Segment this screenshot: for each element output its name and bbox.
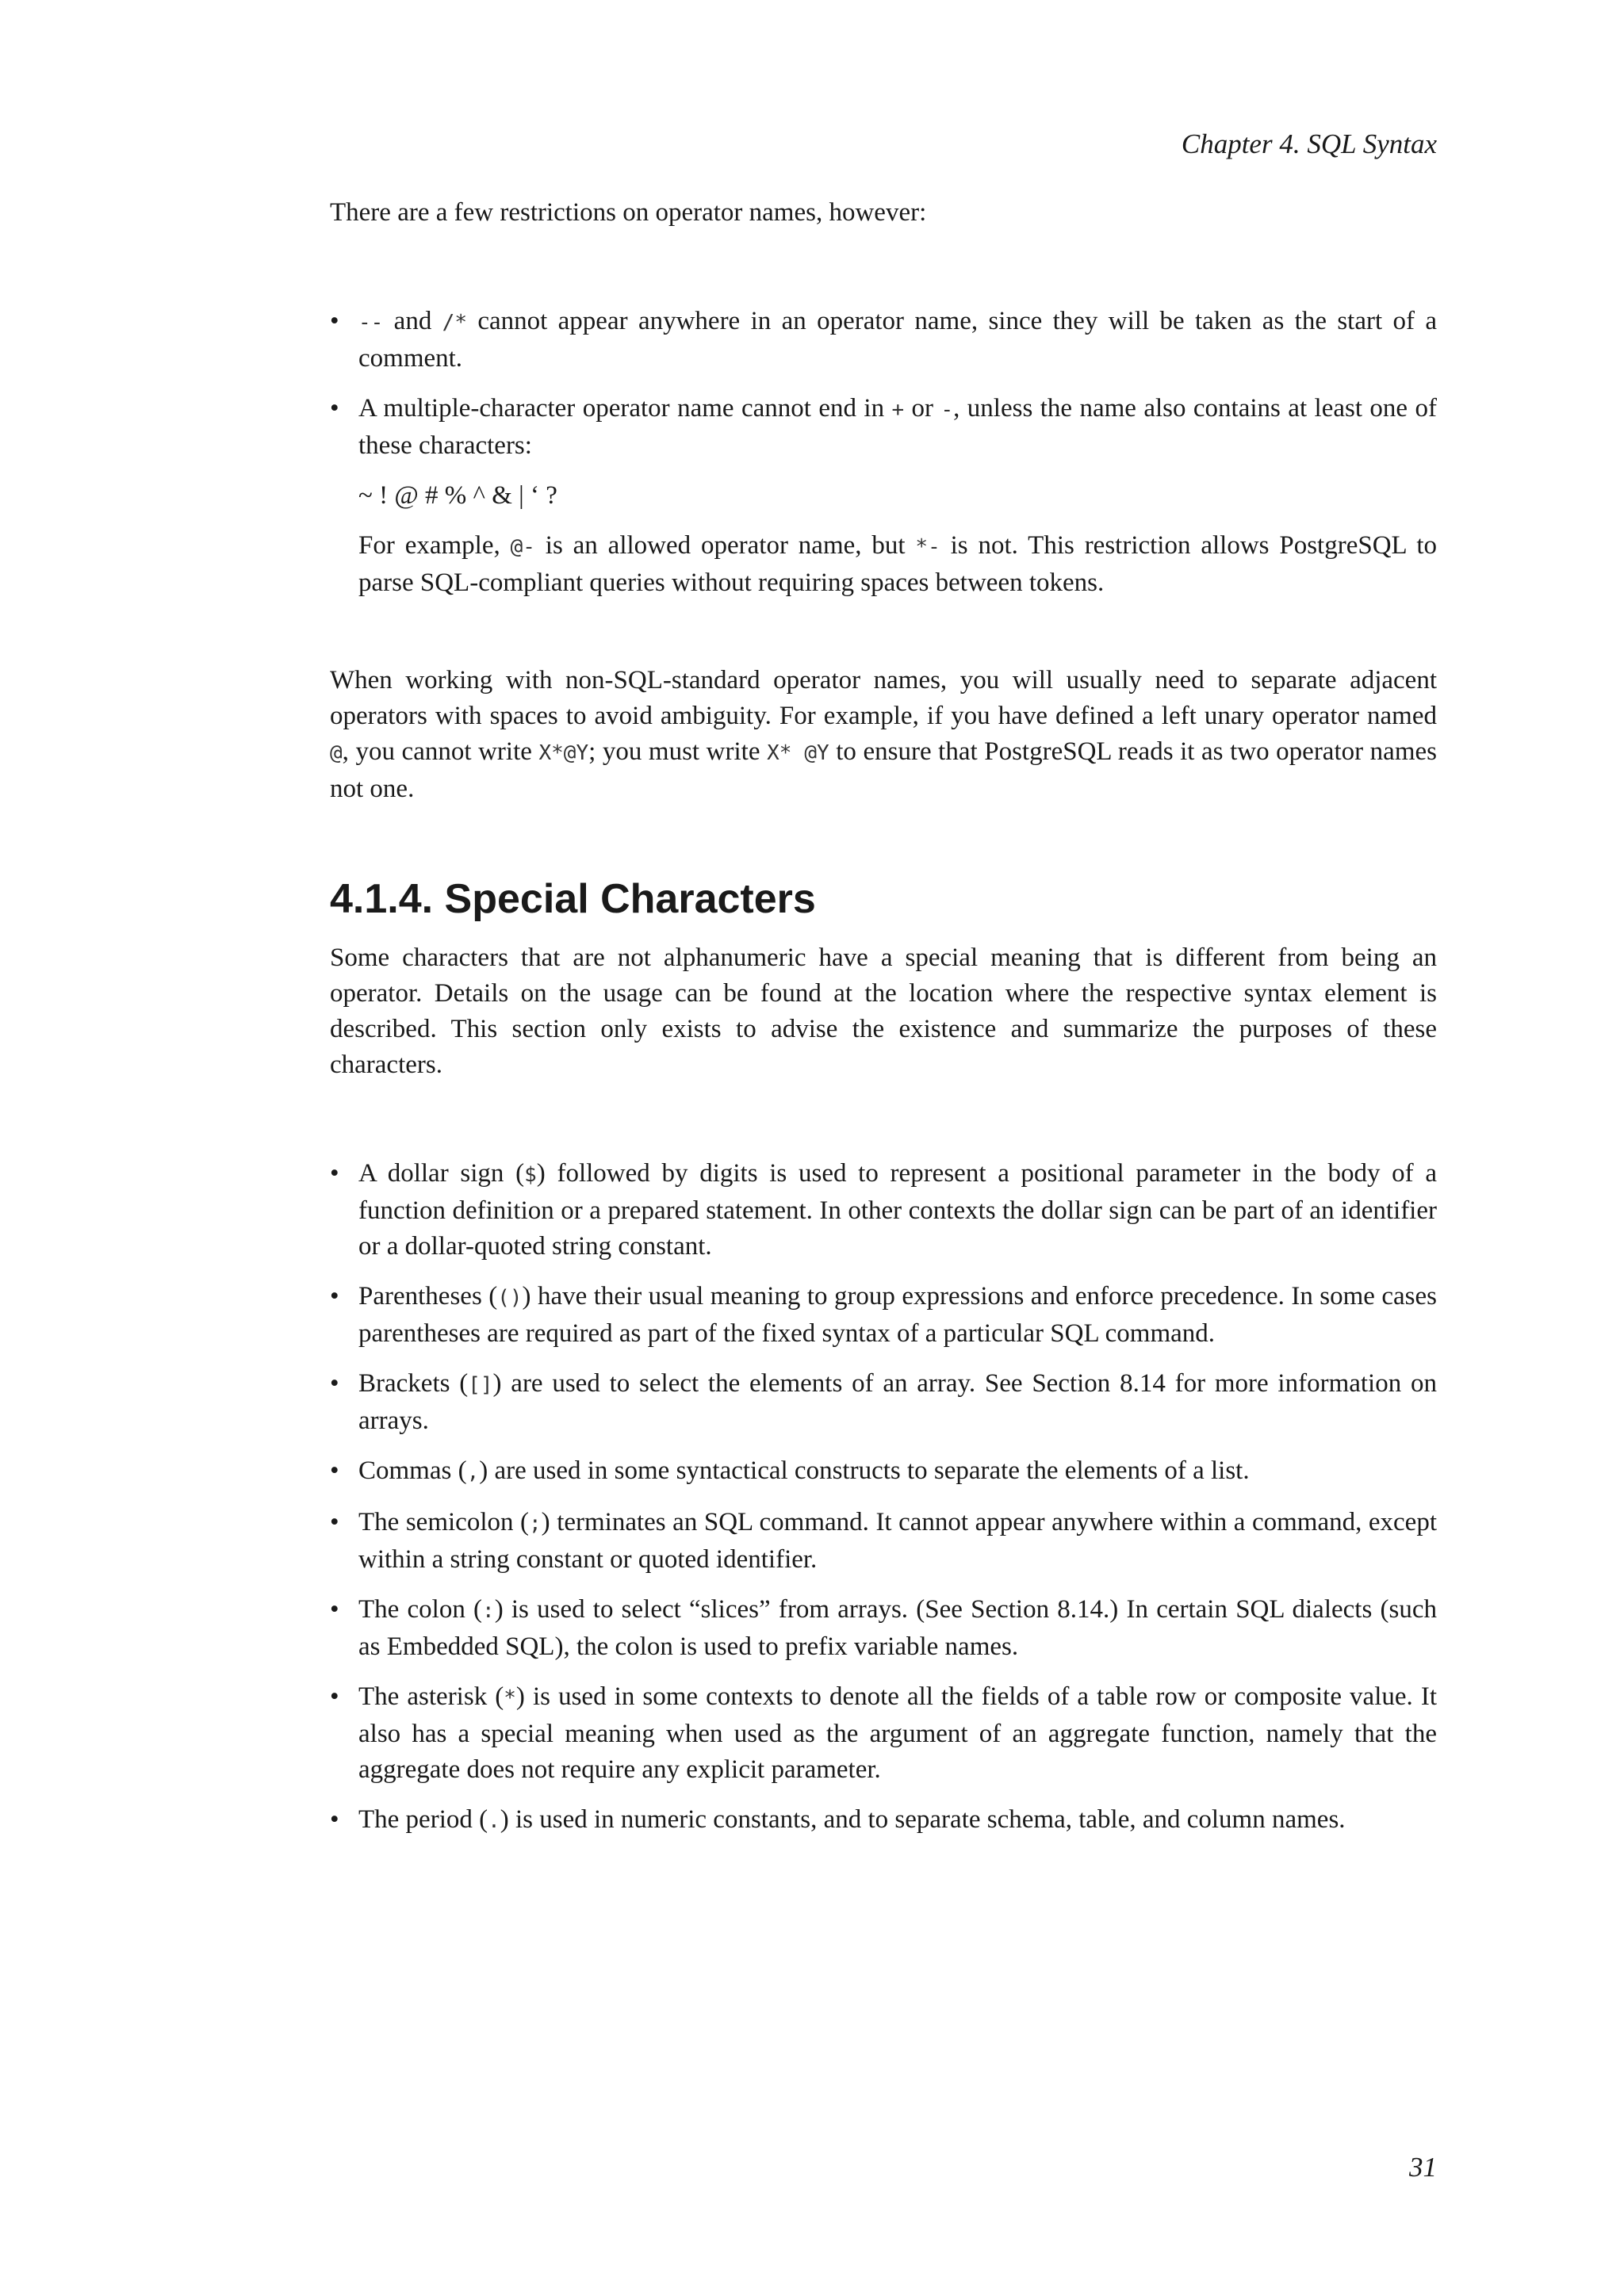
text-run: to ensure that PostgreSQL reads it as two operator names not one. bbox=[330, 737, 1437, 803]
bullet: • bbox=[330, 1805, 339, 1834]
text-run: or bbox=[904, 394, 941, 423]
text-run: The period ( bbox=[358, 1805, 488, 1834]
restrictions-intro: There are a few restrictions on operator names, however: bbox=[330, 198, 927, 227]
text-run: , you cannot write bbox=[342, 737, 539, 766]
text-run: is not. This restriction allows PostgreSQL to parse SQL-compliant queries without requiring spaces between tokens. bbox=[358, 531, 1438, 597]
text-run: A multiple-character operator name cannot end in bbox=[358, 394, 892, 423]
list-item bbox=[330, 304, 1437, 377]
text-run: ) are used to select the elements of an array. See Section 8.14 for more information on arrays. bbox=[358, 1369, 1437, 1435]
restrictions-list bbox=[330, 304, 1437, 464]
code-literal: : bbox=[482, 1599, 495, 1623]
text-run: Commas ( bbox=[358, 1456, 467, 1485]
list-item bbox=[330, 1592, 1437, 1665]
code-literal: -- bbox=[358, 311, 384, 335]
bullet: • bbox=[330, 1369, 339, 1398]
code-literal: . bbox=[488, 1809, 500, 1833]
text-run: The colon ( bbox=[358, 1595, 483, 1624]
code-literal: + bbox=[891, 398, 905, 422]
restriction-example bbox=[330, 528, 1437, 601]
list-item bbox=[330, 1802, 1437, 1839]
text-run: The asterisk ( bbox=[358, 1682, 504, 1711]
list-item bbox=[330, 1679, 1437, 1788]
running-header: Chapter 4. SQL Syntax bbox=[1181, 128, 1437, 159]
list-item bbox=[330, 1453, 1437, 1490]
code-literal: $ bbox=[524, 1163, 537, 1187]
bullet: • bbox=[330, 394, 339, 423]
page-number: 31 bbox=[1409, 2152, 1437, 2183]
text-run: ) followed by digits is used to represent a positional parameter in the body of a function definition or a prepared statement. In other contexts the dollar sign can be part of an identifier or a dollar-quoted string constant. bbox=[358, 1159, 1438, 1261]
section-intro: Some characters that are not alphanumeric have a special meaning that is different from being an operator. Details on the usage can be found at the location where the respective syntax element is described. This section only exists to advise the existence and summarize the purposes of these characters. bbox=[330, 943, 1437, 1079]
text-run: ) have their usual meaning to group expressions and enforce precedence. In some cases parentheses are required as part of the fixed syntax of a particular SQL command. bbox=[358, 1282, 1437, 1348]
operator-characters: ~ ! @ # % ^ & | ‘ ? bbox=[358, 481, 557, 510]
page-body bbox=[330, 119, 1437, 1854]
text-run: When working with non-SQL-standard operator names, you will usually need to separate adjacent operators with spaces to avoid ambiguity. For example, if you have defined a left unary operator named bbox=[330, 666, 1437, 730]
code-literal: X* @Y bbox=[767, 741, 829, 765]
text-run: Brackets ( bbox=[358, 1369, 469, 1398]
list-item bbox=[330, 1505, 1437, 1578]
text-run: ) is used in some contexts to denote all the fields of a table row or composite value. It also has a special meaning when used as the argument of an aggregate function, namely that the aggregate does not require any explicit parameter. bbox=[358, 1682, 1437, 1784]
code-literal: @ bbox=[330, 741, 343, 765]
bullet: • bbox=[330, 1508, 339, 1536]
list-item bbox=[330, 391, 1437, 464]
text-run: The semicolon ( bbox=[358, 1508, 530, 1536]
text-run: cannot appear anywhere in an operator name, since they will be taken as the start of a comment. bbox=[358, 307, 1437, 373]
text-run: For example, bbox=[358, 531, 511, 560]
text-run: Parentheses ( bbox=[358, 1282, 498, 1311]
code-literal: X*@Y bbox=[538, 741, 589, 765]
text-run: , unless the name also contains at least one of these characters: bbox=[358, 394, 1437, 460]
text-run: ) is used in numeric constants, and to separate schema, table, and column names. bbox=[500, 1805, 1346, 1834]
code-literal: () bbox=[497, 1286, 523, 1310]
bullet: • bbox=[330, 1595, 339, 1624]
bullet: • bbox=[330, 1159, 339, 1188]
section-heading: 4.1.4. Special Characters bbox=[330, 876, 816, 922]
code-literal: , bbox=[466, 1460, 480, 1484]
code-literal: - bbox=[940, 398, 954, 422]
text-run: A dollar sign ( bbox=[358, 1159, 525, 1188]
text-run: ) is used to select “slices” from arrays. (See Section 8.14.) In certain SQL dialects (such as Embedded SQL), the colon is used to prefix variable names. bbox=[358, 1595, 1437, 1661]
code-literal: @- bbox=[510, 535, 535, 559]
code-literal: * bbox=[504, 1686, 516, 1710]
text-run: and bbox=[383, 307, 442, 335]
list-item bbox=[330, 1279, 1437, 1352]
bullet: • bbox=[330, 307, 339, 335]
text-run: ) are used in some syntactical constructs to separate the elements of a list. bbox=[479, 1456, 1250, 1485]
code-literal: /* bbox=[442, 311, 467, 335]
code-literal: ; bbox=[529, 1512, 542, 1536]
text-run: is an allowed operator name, but bbox=[534, 531, 916, 560]
bullet: • bbox=[330, 1682, 339, 1711]
special-characters-list bbox=[330, 1156, 1437, 1839]
code-literal: *- bbox=[915, 535, 940, 559]
list-item bbox=[330, 1156, 1437, 1265]
bullet: • bbox=[330, 1456, 339, 1485]
text-run: ) terminates an SQL command. It cannot appear anywhere within a command, except within a string constant or quoted identifier. bbox=[358, 1508, 1437, 1574]
text-run: ; you must write bbox=[588, 737, 768, 766]
bullet: • bbox=[330, 1282, 339, 1311]
code-literal: [] bbox=[468, 1373, 493, 1397]
list-item bbox=[330, 1366, 1437, 1439]
nonstandard-paragraph bbox=[330, 663, 1437, 807]
